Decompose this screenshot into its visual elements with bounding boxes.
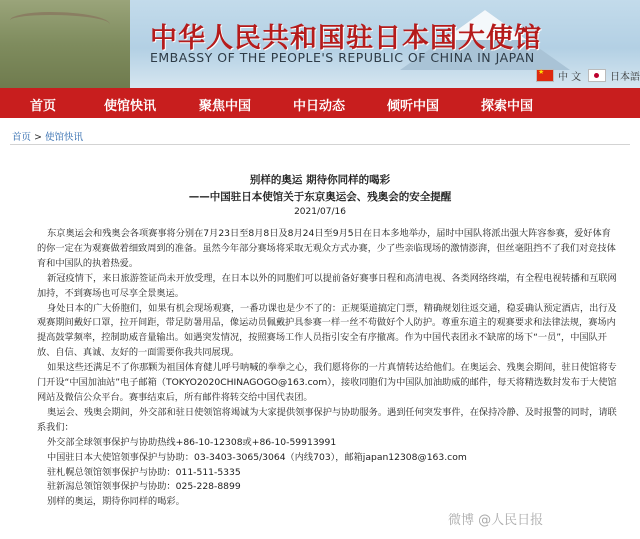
- article-body: [37, 227, 619, 510]
- nav-item-embassy-news[interactable]: 使馆快讯: [104, 99, 157, 114]
- main-nav: [0, 88, 640, 118]
- lang-switch-japanese[interactable]: [588, 68, 640, 83]
- contact-line: 驻新潟总领馆领事保护与协助：025-228-8899: [47, 481, 241, 493]
- article-title: 别样的奥运 期待你同样的喝彩: [249, 174, 391, 186]
- great-wall-image: [0, 0, 130, 88]
- site-title-english: EMBASSY OF THE PEOPLE'S REPUBLIC OF CHINA IN JAPAN: [150, 50, 535, 65]
- breadcrumb-home-link[interactable]: 首页: [12, 132, 32, 143]
- breadcrumb-current-link[interactable]: 使馆快讯: [45, 132, 84, 143]
- site-title-chinese: 中华人民共和国驻日本国大使馆: [150, 23, 542, 54]
- china-flag-icon: [536, 69, 554, 82]
- article-paragraph: 如果这些还满足不了你那颗为祖国体育健儿呼号呐喊的拳拳之心，我们愿将你的一片真情转达给他们。在奥运会、残奥会期间，驻日使馆将专门开设“中国加油站”电子邮箱（TOKYO2020CHINAGOGO@163.com），接收同胞们为中国队加油助威的邮件，每天将精选数封发布于大使馆网站及微信公众平台。赛事结束后，所有邮件将转交给中国代表团。: [37, 362, 617, 403]
- breadcrumb-separator: >: [31, 132, 46, 143]
- closing-line: 别样的奥运，期待你同样的喝彩。: [47, 496, 185, 508]
- japan-flag-icon: [588, 69, 606, 82]
- article-paragraph: 东京奥运会和残奥会各项赛事将分别在7月23日至8月8日及8月24日至9月5日在日本多地举办，届时中国队将派出强大阵容参赛，爱好体育的你一定在为观赛做着细致周到的准备。虽然今年部分赛场将采取无观众方式办赛，少了些亲临现场的激情澎湃，但丝毫阻挡不了我们对竞技体育和中国队的执着热爱。: [37, 228, 616, 269]
- nav-item-explore-china[interactable]: 探索中国: [481, 99, 534, 114]
- nav-item-home[interactable]: 首页: [30, 99, 57, 114]
- contact-line: 驻札幌总领馆领事保护与协助：011-511-5335: [47, 466, 241, 478]
- article-paragraph: 新冠疫情下，来日旅游签证尚未开放受理，在日本以外的同胞们可以提前备好赛事日程和高清电视、各类网络终端，有全程电视转播和互联网加持，不到赛场也可尽享全景奥运。: [37, 272, 617, 299]
- nav-item-china-japan[interactable]: 中日动态: [293, 99, 346, 114]
- weibo-watermark: 微博 @人民日报: [448, 513, 544, 528]
- breadcrumb: [12, 129, 83, 143]
- nav-item-listen-china[interactable]: 倾听中国: [387, 99, 440, 114]
- lang-chinese-label: 中 文: [558, 72, 582, 83]
- article-paragraph: 身处日本的广大侨胞们，如果有机会现场观赛，一番功课也是少不了的：正规渠道搞定门票，精确规划往返交通，稳妥确认预定酒店，出行及观赛期间戴好口罩，拉开间距，带足防暑用品，像运动员佩戴护具参赛一样一丝不苟做好个人防护。尊重东道主的观赛要求和法律法规，赛场内提高鼓掌频率，控制助威音量输出。如遇突发情况，按照赛场工作人员指引安全有序撤离。作为中国代表团永不缺席的场下“一员”，中国队开放、自信、真诚、友好的一面需要你我共同展现。: [37, 302, 617, 359]
- article-subtitle: ——中国驻日本使馆关于东京奥运会、残奥会的安全提醒: [188, 191, 452, 203]
- nav-item-focus-china[interactable]: 聚焦中国: [199, 99, 252, 114]
- lang-switch-chinese[interactable]: [536, 68, 581, 83]
- lang-japanese-label: 日本語: [610, 72, 640, 83]
- article-date: 2021/07/16: [294, 207, 346, 217]
- article-paragraph: 奥运会、残奥会期间，外交部和驻日使领馆将竭诚为大家提供领事保护与协助服务。遇到任何突发事件，在保持冷静、及时报警的同时，请联系我们：: [37, 406, 617, 433]
- contact-line: 外交部全球领事保护与协助热线+86-10-12308或+86-10-59913991: [47, 436, 337, 448]
- divider: [10, 144, 630, 145]
- contact-line: 中国驻日本大使馆领事保护与协助：03-3403-3065/3064（内线703），邮箱japan12308@163.com: [47, 451, 467, 463]
- site-header: [0, 0, 640, 88]
